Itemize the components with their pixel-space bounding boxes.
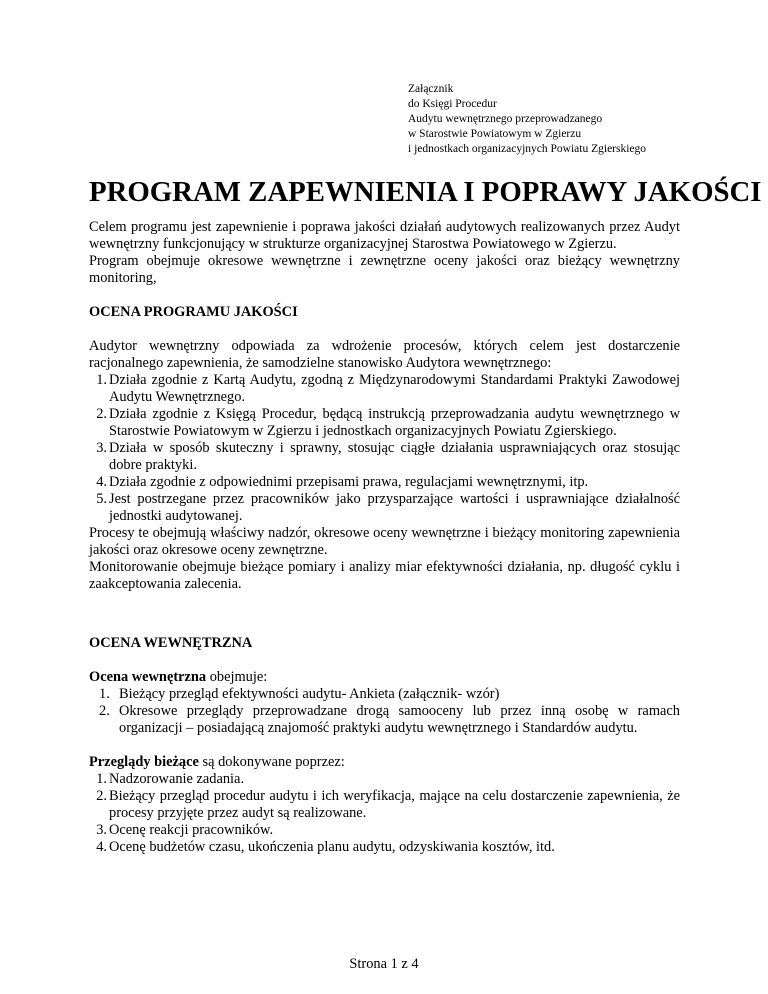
annex-line: w Starostwie Powiatowym w Zgierzu [408,128,582,140]
page-title: PROGRAM ZAPEWNIENIA I POPRAWY JAKOŚCI [89,176,762,208]
list-item: 2. Bieżący przegląd procedur audytu i ich weryfikacja, mające na celu dostarczenie zapewnienia, że procesy przyjęte przez audyt są realizowane. [96,788,680,821]
section1-lead: Audytor wewnętrzny odpowiada za wdrożenie procesów, których celem jest dostarczenie racjonalnego zapewnienia, że samodzielne stanowisko Audytora wewnętrznego: [89,338,680,371]
annex-line: Załącznik [408,83,454,95]
section2-reviews-list [89,771,680,856]
annex-header [408,82,646,157]
list-item: 5. Jest postrzegane przez pracowników jako przysparzające wartości i usprawniające działalność jednostki audytowanej. [96,491,680,524]
annex-line: i jednostkach organizacyjnych Powiatu Zgierskiego [408,143,647,155]
list-item: 3. Ocenę reakcji pracowników. [96,822,274,838]
intro-paragraph: Celem programu jest zapewnienie i poprawa jakości działań audytowych realizowanych przez Audyt wewnętrzny funkcjonujący w strukturze organizacyjnej Starostwa Powiatowego w Zgierzu. [89,219,680,252]
section2-list [89,686,680,737]
list-item: 2. Działa zgodnie z Księgą Procedur, będącą instrukcją przeprowadzania audytu wewnętrznego w Starostwie Powiatowym w Zgierzu i jednostkach organizacyjnych Powiatu Zgierskiego. [96,406,680,439]
list-item: 3. Działa w sposób skuteczny i sprawny, stosując ciągłe działania usprawniających oraz stosując dobre praktyki. [96,440,680,473]
list-item: 2. Okresowe przeglądy przeprowadzane drogą samooceny lub przez inną osobę w ramach organizacji – posiadającą znajomość praktyki audytu wewnętrznego i Standardów audytu. [99,703,680,736]
document-body [89,176,762,856]
section-heading-quality-program: OCENA PROGRAMU JAKOŚCI [89,304,298,320]
list-item: 4. Ocenę budżetów czasu, ukończenia planu audytu, odzyskiwania kosztów, itd. [96,839,555,855]
section-heading-internal-assessment: OCENA WEWNĘTRZNA [89,635,253,651]
annex-line: Audytu wewnętrznego przeprowadzanego [408,113,603,125]
list-item: 1. Działa zgodnie z Kartą Audytu, zgodną z Międzynarodowymi Standardami Praktyki Zawodowej Audytu Wewnętrznego. [96,372,680,405]
annex-line: do Księgi Procedur [408,98,497,110]
list-item: 4. Działa zgodnie z odpowiednimi przepisami prawa, regulacjami wewnętrznymi, itp. [96,474,589,490]
list-item: 1. Bieżący przegląd efektywności audytu- Ankieta (załącznik- wzór) [99,686,500,702]
page-number-footer: Strona 1 z 4 [349,956,419,972]
section2-lead: Ocena wewnętrzna obejmuje: [89,669,268,685]
section1-paragraph: Monitorowanie obejmuje bieżące pomiary i analizy miar efektywności działania, np. długość cyklu i zaakceptowania zalecenia. [89,559,680,592]
list-item: 1. Nadzorowanie zadania. [96,771,245,787]
intro-paragraph: Program obejmuje okresowe wewnętrzne i zewnętrzne oceny jakości oraz bieżący wewnętrzny monitoring, [89,253,680,286]
section1-paragraph: Procesy te obejmują właściwy nadzór, okresowe oceny wewnętrzne i bieżący monitoring zapewnienia jakości oraz okresowe oceny zewnętrzne. [89,525,680,558]
section1-list [89,372,680,525]
section2-lead-reviews: Przeglądy bieżące są dokonywane poprzez: [89,754,345,770]
